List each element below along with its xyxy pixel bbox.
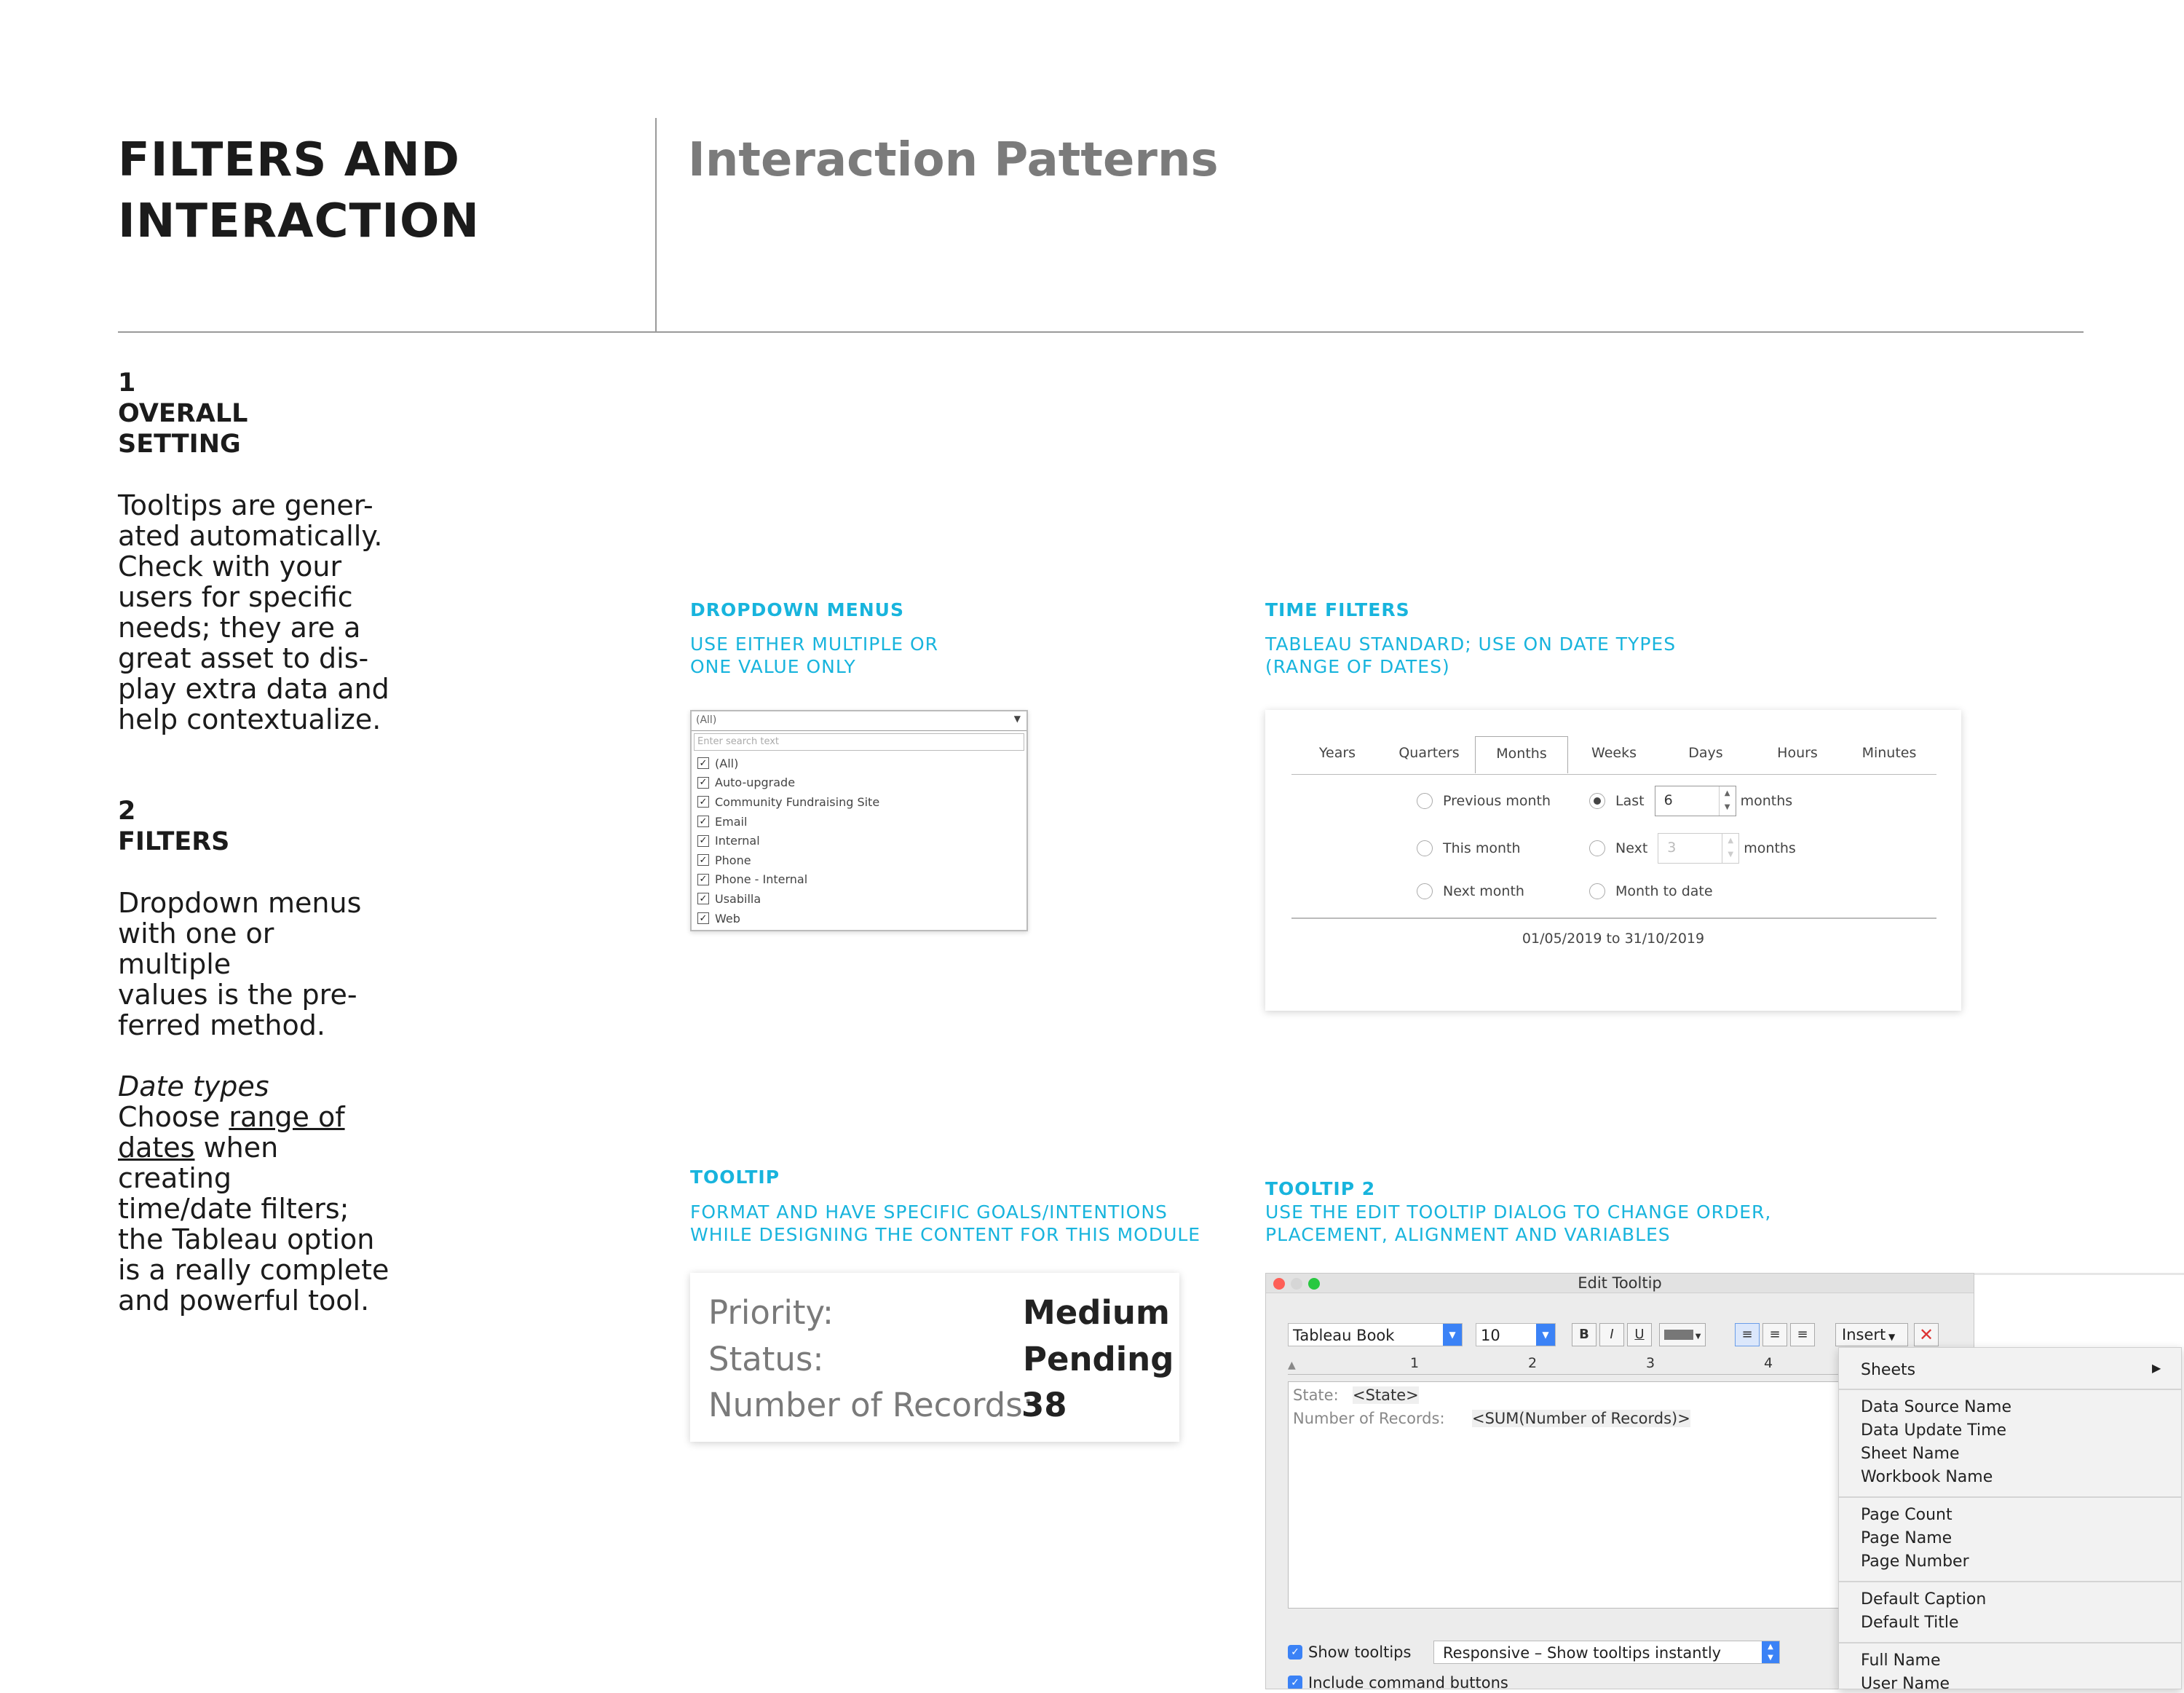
section-1-heading-line-1: OVERALL: [118, 399, 248, 428]
section-1-body-line: ated automatically.: [118, 520, 383, 552]
date-types-label: Date types: [118, 1070, 269, 1102]
insert-menu-button[interactable]: [1835, 1323, 1908, 1346]
checkbox-checked-icon[interactable]: ✓: [697, 816, 709, 827]
next-months-stepper[interactable]: [1658, 833, 1739, 864]
time-subtitle-line: TABLEAU STANDARD; USE ON DATE TYPES: [1265, 634, 1677, 655]
menu-item-sheet-name[interactable]: Sheet Name: [1861, 1445, 1960, 1463]
dialog-title: Edit Tooltip: [1578, 1274, 1662, 1292]
section-2-number: 2: [118, 797, 136, 826]
chevron-down-icon[interactable]: ▼: [1443, 1324, 1462, 1346]
checkbox-label: Show tooltips: [1308, 1643, 1412, 1661]
section-2-body: [118, 888, 395, 1041]
date-range-readout: 01/05/2019 to 31/10/2019: [1522, 931, 1705, 947]
section-1-body-line: great asset to dis-: [118, 642, 369, 674]
tab-months[interactable]: Months: [1475, 736, 1568, 773]
range-of-dates-link-part-1[interactable]: range of: [229, 1101, 345, 1133]
dropdown-search-input[interactable]: [694, 733, 1024, 751]
range-of-dates-link-part-2[interactable]: dates: [118, 1132, 195, 1164]
date-unit-tabs: [1291, 736, 1936, 775]
close-window-icon[interactable]: [1273, 1278, 1285, 1290]
section-2-body-line: Dropdown menus: [118, 887, 362, 919]
section-1-body-line: Tooltips are gener-: [118, 489, 373, 521]
option-this-month[interactable]: [1417, 840, 1521, 856]
tooltip-subtitle-line: WHILE DESIGNING THE CONTENT FOR THIS MODULE: [690, 1224, 1201, 1245]
tooltip-subtitle: [690, 1201, 1200, 1246]
tooltip-priority-value: Medium: [1023, 1293, 1170, 1332]
align-center-icon[interactable]: ≡: [1762, 1323, 1787, 1346]
last-months-stepper[interactable]: [1655, 786, 1736, 816]
checkbox-checked-icon[interactable]: ✓: [697, 912, 709, 924]
option-label: Month to date: [1615, 883, 1713, 899]
option-label: Previous month: [1443, 793, 1551, 809]
option-label: Usabilla: [715, 891, 761, 906]
header-vertical-divider: [655, 118, 657, 333]
multi-select-dropdown: [690, 710, 1028, 931]
section-1-heading: [118, 368, 395, 459]
dropdown-menus-subtitle: [690, 633, 938, 678]
tab-quarters[interactable]: Quarters: [1398, 745, 1460, 761]
time-subtitle-line: (RANGE OF DATES): [1265, 656, 1450, 677]
dropdown-option[interactable]: [692, 870, 1026, 890]
radio-icon[interactable]: [1417, 840, 1433, 856]
menu-item-workbook-name[interactable]: Workbook Name: [1861, 1468, 1993, 1486]
indent-marker-icon[interactable]: ▲: [1288, 1359, 1296, 1371]
ruler-mark: 3: [1646, 1355, 1655, 1371]
date-types-line-2: [118, 1132, 395, 1193]
tooltip-status-value: Pending: [1023, 1340, 1174, 1378]
state-field-token[interactable]: <State>: [1353, 1386, 1419, 1404]
menu-divider: [1839, 1581, 2181, 1582]
checkbox-checked-icon[interactable]: ✓: [697, 893, 709, 904]
section-1-body-line: help contextualize.: [118, 703, 381, 735]
checkbox-label: Include command buttons: [1308, 1674, 1508, 1689]
clear-formatting-icon[interactable]: ✕: [1914, 1323, 1939, 1346]
menu-item-data-source-name[interactable]: Data Source Name: [1861, 1398, 2011, 1416]
menu-divider: [1839, 1496, 2181, 1498]
search-placeholder: Enter search text: [697, 736, 779, 747]
option-label: Phone - Internal: [715, 872, 808, 887]
dialog-title-bar: [1266, 1274, 1974, 1293]
stepper-value: 3: [1667, 840, 1677, 856]
option-next-month[interactable]: [1417, 883, 1524, 899]
show-tooltips-checkbox[interactable]: [1288, 1643, 1411, 1661]
section-1-body-line: users for specific: [118, 581, 353, 613]
checkbox-checked-icon[interactable]: ✓: [697, 835, 709, 847]
option-label: Internal: [715, 834, 760, 848]
option-next-n-months[interactable]: [1589, 833, 1796, 864]
dropdown-selected-value: (All): [696, 714, 717, 726]
section-2-heading: [118, 796, 395, 857]
tooltip-records-value: 38: [1021, 1386, 1067, 1424]
tooltip-example-card: [690, 1273, 1179, 1442]
chevron-down-icon: ▼: [1886, 1332, 1896, 1342]
tooltip-behavior-value: Responsive – Show tooltips instantly: [1443, 1644, 1722, 1662]
tooltip-records-label: Number of Records:: [708, 1386, 1034, 1424]
title-line-2: INTERACTION: [118, 194, 480, 248]
section-2-heading-text: FILTERS: [118, 827, 230, 856]
dropdown-option[interactable]: [692, 831, 1026, 851]
checkbox-checked-icon[interactable]: ✓: [697, 777, 709, 789]
option-label: Last: [1615, 793, 1645, 809]
menu-item-default-title[interactable]: Default Title: [1861, 1614, 1959, 1632]
time-filters-subtitle: [1265, 633, 1676, 678]
tooltip-status-label: Status:: [708, 1340, 824, 1378]
submenu-arrow-icon: ▶: [2152, 1361, 2161, 1375]
tab-days[interactable]: Days: [1688, 745, 1723, 761]
stepper-arrows-icon[interactable]: ▲ ▼: [1722, 834, 1738, 863]
section-overall-setting: [118, 368, 395, 735]
dropdown-header[interactable]: [692, 711, 1026, 731]
tooltip-2-title: TOOLTIP 2: [1265, 1178, 1376, 1199]
menu-item-default-caption[interactable]: Default Caption: [1861, 1590, 1987, 1609]
section-1-body-line: Check with your: [118, 550, 342, 583]
radio-icon[interactable]: [1589, 883, 1605, 899]
ruler-mark: 4: [1764, 1355, 1773, 1371]
section-2-body-line: values is the pre-: [118, 979, 357, 1011]
tab-minutes[interactable]: Minutes: [1861, 745, 1917, 761]
tooltip-subtitle-line: FORMAT AND HAVE SPECIFIC GOALS/INTENTIONS: [690, 1201, 1168, 1223]
menu-item-sheets[interactable]: Sheets: [1861, 1361, 1916, 1379]
checkbox-checked-icon[interactable]: ✓: [697, 796, 709, 808]
tooltip-2-subtitle-line: USE THE EDIT TOOLTIP DIALOG TO CHANGE ORDER,: [1265, 1201, 1772, 1223]
radio-icon[interactable]: [1589, 840, 1605, 856]
date-types-body-line: time/date filters;: [118, 1193, 349, 1225]
menu-divider: [1839, 1389, 2181, 1390]
option-label: Next: [1615, 840, 1648, 856]
time-filters-title: TIME FILTERS: [1265, 599, 1410, 620]
font-family-value: Tableau Book: [1293, 1327, 1395, 1344]
unit-label: months: [1740, 793, 1793, 809]
unit-label: months: [1744, 840, 1796, 856]
insert-label: Insert: [1842, 1326, 1886, 1343]
option-label: This month: [1443, 840, 1521, 856]
section-1-heading-line-2: SETTING: [118, 430, 241, 459]
menu-item-page-count[interactable]: Page Count: [1861, 1506, 1952, 1524]
option-label: Email: [715, 814, 748, 829]
color-swatch-icon: [1664, 1330, 1693, 1340]
date-types-rest: when creating: [118, 1132, 279, 1194]
dropdown-menus-title: DROPDOWN MENUS: [690, 599, 904, 620]
chevron-updown-icon[interactable]: ▲ ▼: [1762, 1641, 1779, 1663]
section-1-number: 1: [118, 368, 136, 398]
tab-years[interactable]: Years: [1318, 745, 1356, 761]
page-subtitle: Interaction Patterns: [688, 133, 1219, 187]
relative-date-filter: [1265, 710, 1961, 1011]
underline-button[interactable]: U: [1627, 1323, 1652, 1346]
font-family-select[interactable]: [1288, 1323, 1463, 1346]
date-types-body-line: the Tableau option: [118, 1223, 375, 1255]
text-ruler: [1288, 1355, 1856, 1375]
checkbox-checked-icon[interactable]: ✓: [697, 854, 709, 866]
align-right-icon[interactable]: ≡: [1790, 1323, 1815, 1346]
font-size-value: 10: [1481, 1327, 1500, 1344]
chevron-down-icon[interactable]: ▼: [1536, 1324, 1555, 1346]
date-types-choose: Choose: [118, 1101, 229, 1133]
stepper-arrows-icon[interactable]: ▲ ▼: [1719, 786, 1736, 816]
minimize-window-icon[interactable]: [1291, 1278, 1302, 1290]
dropdown-option[interactable]: [692, 792, 1026, 812]
option-label: Next month: [1443, 883, 1524, 899]
tooltip-behavior-select[interactable]: [1433, 1641, 1780, 1664]
dropdown-option[interactable]: [692, 889, 1026, 909]
checkbox-checked-icon[interactable]: ✓: [697, 874, 709, 885]
include-command-buttons-checkbox[interactable]: [1288, 1674, 1508, 1689]
date-types-line-1: [118, 1102, 395, 1132]
date-types-body-line: and powerful tool.: [118, 1284, 370, 1317]
dropdown-option[interactable]: [692, 909, 1026, 928]
tab-hours[interactable]: Hours: [1777, 745, 1818, 761]
stepper-value: 6: [1663, 792, 1673, 808]
date-types-note: [118, 1071, 395, 1316]
radio-selected-icon[interactable]: [1589, 793, 1605, 809]
tooltip-2-subtitle: [1265, 1201, 1771, 1246]
dropdown-option[interactable]: [692, 851, 1026, 870]
section-1-body-line: needs; they are a: [118, 612, 361, 644]
menu-item-page-number[interactable]: Page Number: [1861, 1552, 1969, 1571]
menu-item-user-name[interactable]: User Name: [1861, 1675, 1950, 1693]
chevron-down-icon: ▼: [1693, 1333, 1701, 1341]
tooltip-title: TOOLTIP: [690, 1167, 780, 1188]
menu-divider: [1839, 1642, 2181, 1643]
zoom-window-icon[interactable]: [1308, 1278, 1320, 1290]
option-label: Web: [715, 911, 740, 926]
menu-item-page-name[interactable]: Page Name: [1861, 1529, 1952, 1547]
section-filters: [118, 796, 395, 1316]
dropdown-option[interactable]: [692, 754, 1026, 773]
checkbox-checked-icon[interactable]: ✓: [697, 757, 709, 769]
state-field-label: State:: [1293, 1386, 1339, 1404]
font-size-select[interactable]: [1476, 1323, 1556, 1346]
section-2-body-line: ferred method.: [118, 1009, 325, 1041]
align-left-icon[interactable]: ≡: [1735, 1323, 1760, 1346]
ruler-mark: 2: [1528, 1355, 1538, 1371]
title-line-1: FILTERS AND: [118, 133, 460, 187]
option-label: Community Fundraising Site: [715, 794, 880, 809]
section-1-body: [118, 490, 395, 735]
option-last-n-months[interactable]: [1589, 786, 1792, 816]
page-title: [118, 130, 628, 252]
chevron-down-icon[interactable]: ▼: [1013, 714, 1021, 724]
menu-item-data-update-time[interactable]: Data Update Time: [1861, 1421, 2007, 1440]
section-1-body-line: play extra data and: [118, 673, 389, 705]
tooltip-priority-label: Priority:: [708, 1293, 834, 1332]
checkbox-checked-icon[interactable]: ✓: [1288, 1676, 1302, 1689]
ruler-mark: 1: [1410, 1355, 1420, 1371]
radio-icon[interactable]: [1417, 793, 1433, 809]
records-field-token[interactable]: <SUM(Number of Records)>: [1472, 1410, 1690, 1427]
divider: [1291, 917, 1936, 919]
tab-weeks[interactable]: Weeks: [1591, 745, 1637, 761]
dropdown-subtitle-line: ONE VALUE ONLY: [690, 656, 856, 677]
tooltip-text-editor[interactable]: [1288, 1381, 1856, 1609]
dropdown-subtitle-line: USE EITHER MULTIPLE OR: [690, 634, 939, 655]
date-types-body-line: is a really complete: [118, 1254, 389, 1286]
font-color-button[interactable]: [1659, 1323, 1706, 1346]
option-month-to-date[interactable]: [1589, 883, 1713, 899]
radio-icon[interactable]: [1417, 883, 1433, 899]
dropdown-option[interactable]: [692, 773, 1026, 793]
records-field-label: Number of Records:: [1293, 1410, 1445, 1427]
insert-dropdown-menu: [1838, 1347, 2182, 1693]
italic-button[interactable]: I: [1599, 1323, 1624, 1346]
menu-item-full-name[interactable]: Full Name: [1861, 1651, 1941, 1670]
option-label: Auto-upgrade: [715, 776, 796, 790]
header-horizontal-divider: [118, 331, 2084, 333]
tooltip-2-subtitle-line: PLACEMENT, ALIGNMENT AND VARIABLES: [1265, 1224, 1671, 1245]
checkbox-checked-icon[interactable]: ✓: [1288, 1645, 1302, 1660]
option-label: (All): [715, 756, 739, 770]
option-previous-month[interactable]: [1417, 793, 1551, 809]
bold-button[interactable]: B: [1572, 1323, 1597, 1346]
section-2-body-line: with one or multiple: [118, 917, 274, 980]
option-label: Phone: [715, 853, 751, 867]
dropdown-option[interactable]: [692, 812, 1026, 832]
